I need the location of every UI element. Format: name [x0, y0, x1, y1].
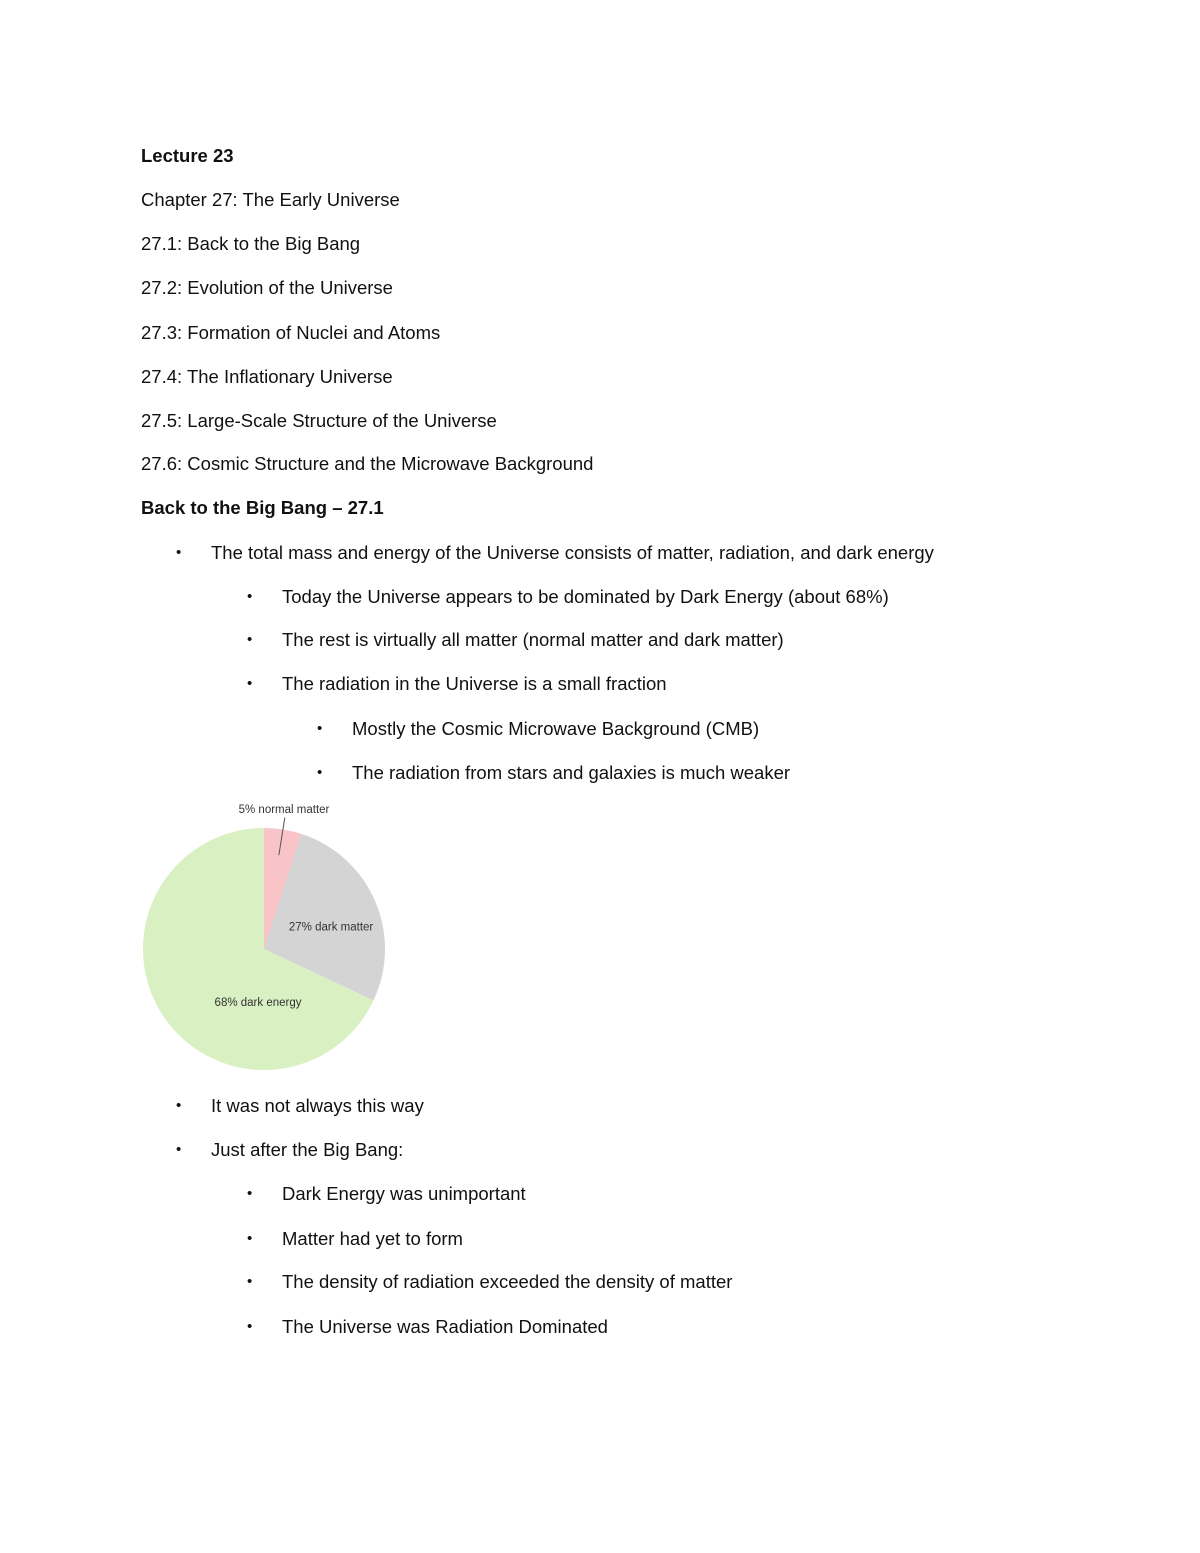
toc-title: Large-Scale Structure of the Universe [187, 410, 497, 431]
note-item: Matter had yet to form [282, 1228, 463, 1249]
section-heading: Back to the Big Bang – 27.1 [141, 497, 384, 518]
lecture-title: Lecture 23 [141, 145, 234, 166]
chapter-line [141, 188, 400, 212]
toc-title: Formation of Nuclei and Atoms [187, 322, 441, 343]
note-item: The radiation in the Universe is a small fraction [282, 673, 667, 694]
note-item: The total mass and energy of the Universe consists of matter, radiation, and dark energy [211, 542, 934, 563]
chapter-prefix: Chapter 27: [141, 189, 238, 210]
toc-title: Cosmic Structure and the Microwave Background [187, 453, 594, 474]
note-item: Just after the Big Bang: [211, 1139, 404, 1160]
bullet-glyph: • [317, 764, 323, 781]
toc-item [141, 321, 440, 345]
pie-label-dark-matter: 27% dark matter [288, 921, 374, 934]
bullet-glyph: • [176, 1141, 182, 1158]
toc-item [141, 276, 393, 300]
bullet-glyph: • [247, 588, 253, 605]
note-item: Dark Energy was unimportant [282, 1183, 526, 1204]
bullet-glyph: • [176, 544, 182, 561]
pie-label-normal-matter: 5% normal matter [238, 804, 330, 816]
note-item: The Universe was Radiation Dominated [282, 1316, 608, 1337]
toc-number: 27.3: [141, 322, 183, 343]
toc-item [141, 452, 593, 476]
note-item: The radiation from stars and galaxies is much weaker [352, 762, 791, 783]
toc-number: 27.4: [141, 366, 183, 387]
toc-title: The Inflationary Universe [186, 366, 393, 387]
note-item: Today the Universe appears to be dominated by Dark Energy (about 68%) [282, 586, 889, 607]
note-item: Mostly the Cosmic Microwave Background (CMB) [352, 718, 760, 739]
toc-item [141, 409, 497, 433]
bullet-glyph: • [247, 1318, 253, 1335]
pie-slices [143, 828, 385, 1070]
toc-number: 27.2: [141, 277, 183, 298]
bullet-glyph: • [247, 1185, 253, 1202]
bullet-glyph: • [176, 1097, 182, 1114]
chapter-title: The Early Universe [242, 189, 400, 210]
toc-title: Evolution of the Universe [187, 277, 393, 298]
pie-chart [130, 795, 400, 1085]
bullet-glyph: • [247, 631, 253, 648]
toc-number: 27.1: [141, 233, 183, 254]
note-item: The density of radiation exceeded the density of matter [282, 1271, 733, 1292]
bullet-glyph: • [317, 720, 323, 737]
note-item: It was not always this way [211, 1095, 424, 1116]
note-item: The rest is virtually all matter (normal matter and dark matter) [282, 629, 784, 650]
toc-number: 27.6: [141, 453, 183, 474]
toc-title: Back to the Big Bang [187, 233, 361, 254]
bullet-glyph: • [247, 1230, 253, 1247]
toc-item [141, 232, 360, 256]
bullet-glyph: • [247, 1273, 253, 1290]
pie-label-dark-energy: 68% dark energy [214, 997, 302, 1010]
toc-number: 27.5: [141, 410, 183, 431]
toc-item [141, 365, 393, 389]
bullet-glyph: • [247, 675, 253, 692]
